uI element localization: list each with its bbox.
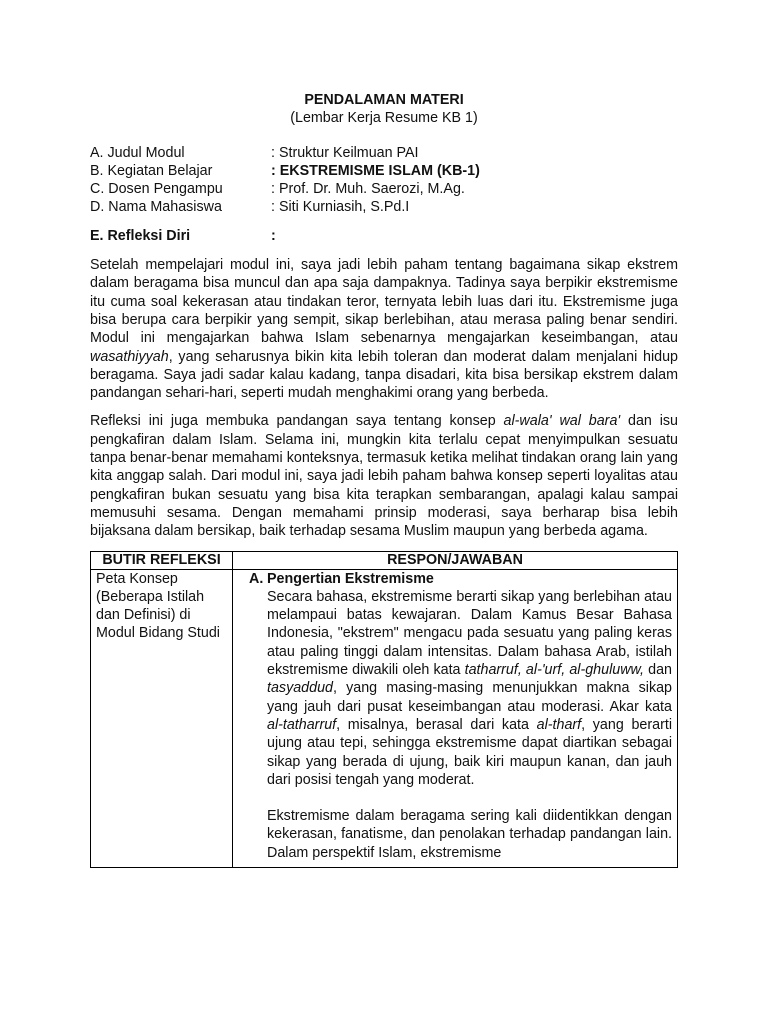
header-respon-jawaban: RESPON/JAWABAN <box>233 551 678 569</box>
meta-row-activity <box>90 162 678 180</box>
text-run: , yang berarti ujung atau tepi, sehingga ekstremisme dapat diartikan sebagai sikap yang berada di ujung, baik kiri maupun kanan, dan jauh dari posisi tengah yang moderat. <box>267 716 672 788</box>
respon-content <box>238 570 672 867</box>
section-heading <box>249 570 672 588</box>
reflection-paragraph-2 <box>90 412 678 540</box>
document-subtitle: (Lembar Kerja Resume KB 1) <box>290 110 478 127</box>
italic-term: wasathiyyah <box>90 348 169 365</box>
section-number: A. <box>249 570 264 587</box>
meta-value: : EKSTREMISME ISLAM (KB-1) <box>271 162 480 179</box>
text-run: , misalnya, berasal dari kata <box>336 716 537 733</box>
section-title: Pengertian Ekstremisme <box>267 570 434 587</box>
table-row <box>91 569 678 867</box>
reflection-colon: : <box>271 227 276 244</box>
reflection-table <box>90 551 678 868</box>
respon-cell <box>233 569 678 867</box>
meta-block <box>90 144 678 217</box>
meta-value: : Struktur Keilmuan PAI <box>271 144 419 161</box>
meta-value: : Prof. Dr. Muh. Saerozi, M.Ag. <box>271 181 465 198</box>
text-run: , yang seharusnya bikin kita lebih toleran dan moderat dalam menjalani hidup beragama. Saya jadi sadar kalau kadang, tanpa disadari, kita bisa bersikap ekstrem dalam pandangan sehari-hari, seperti mudah menghakimi orang yang berbeda. <box>90 348 678 402</box>
meta-row-lecturer <box>90 180 678 198</box>
section-paragraph-1 <box>267 588 672 789</box>
italic-term: tatharruf, al-'urf, al-ghuluww, <box>464 662 645 679</box>
text-run: dan <box>644 662 672 679</box>
text-run: Setelah mempelajari modul ini, saya jadi lebih paham tentang bagaimana sikap ekstrem dalam beragama bisa muncul dan apa saja dampaknya. Tadinya saya berpikir ekstremisme itu cuma soal kekerasan atau tindakan teror, ternyata lebih luas dari itu. Ekstremisme juga bisa berupa cara berpikir yang sempit, sikap berlebihan, atau merasa paling benar sendiri. Modul ini mengajarkan bahwa Islam sebenarnya mengajarkan keseimbangan, atau <box>90 257 678 347</box>
italic-term: al-tharf <box>536 716 582 733</box>
reflection-paragraph-1 <box>90 256 678 402</box>
paragraph-gap <box>267 789 672 807</box>
reflection-heading <box>90 227 678 245</box>
reflection-label: E. Refleksi Diri <box>90 227 191 244</box>
meta-label: C. Dosen Pengampu <box>90 181 223 198</box>
text-run: dan isu pengkafiran dalam Islam. Selama ini, mungkin kita terlalu cepat menyimpulkan sesuatu tanpa benar-benar memahami konteksnya, termasuk ketika melihat tindakan orang lain yang kita anggap salah. Dari modul ini, saya jadi lebih paham bahwa konsep seperti loyalitas atau pengkafiran bukan sesuatu yang bisa kita terapkan sembarangan, apalagi kalau sampai memusuhi sesama. Dengan memahami prinsip moderasi, saya berharap bisa lebih bijaksana dalam bersikap, baik terhadap sesama Muslim maupun yang berbeda agama. <box>90 413 679 540</box>
table-header-row <box>91 551 678 569</box>
text-run: Secara bahasa, ekstremisme berarti sikap yang berlebihan atau melampaui batas kewajaran. Dalam Kamus Besar Bahasa Indonesia, "ekstrem" mengacu pada sesuatu yang paling keras atau paling tinggi dalam intensitas. Dalam bahasa Arab, istilah ekstremisme diwakili oleh kata <box>267 588 672 679</box>
text-run: , yang masing-masing menunjukkan makna sikap yang jauh dari pusat keseimbangan atau moderasi. Akar kata <box>267 680 672 715</box>
document-page <box>90 91 678 868</box>
text-run: Refleksi ini juga membuka pandangan saya tentang konsep <box>90 413 504 430</box>
italic-term: tasyaddud <box>267 680 333 697</box>
meta-row-student <box>90 198 678 216</box>
document-title: PENDALAMAN MATERI <box>304 92 464 108</box>
meta-value: : Siti Kurniasih, S.Pd.I <box>271 199 410 216</box>
header-butir-refleksi: BUTIR REFLEKSI <box>91 551 233 569</box>
section-body <box>267 588 672 862</box>
meta-label: D. Nama Mahasiswa <box>90 199 222 216</box>
meta-label: A. Judul Modul <box>90 144 185 161</box>
meta-row-module <box>90 144 678 162</box>
meta-label: B. Kegiatan Belajar <box>90 162 213 179</box>
section-paragraph-2: Ekstremisme dalam beragama sering kali diidentikkan dengan kekerasan, fanatisme, dan penolakan terhadap pandangan lain. Dalam perspektif Islam, ekstremisme <box>267 808 672 861</box>
butir-cell: Peta Konsep (Beberapa Istilah dan Definisi) di Modul Bidang Studi <box>91 569 233 867</box>
italic-term: al-tatharruf <box>267 716 337 733</box>
italic-term: al-wala' wal bara' <box>503 413 621 430</box>
